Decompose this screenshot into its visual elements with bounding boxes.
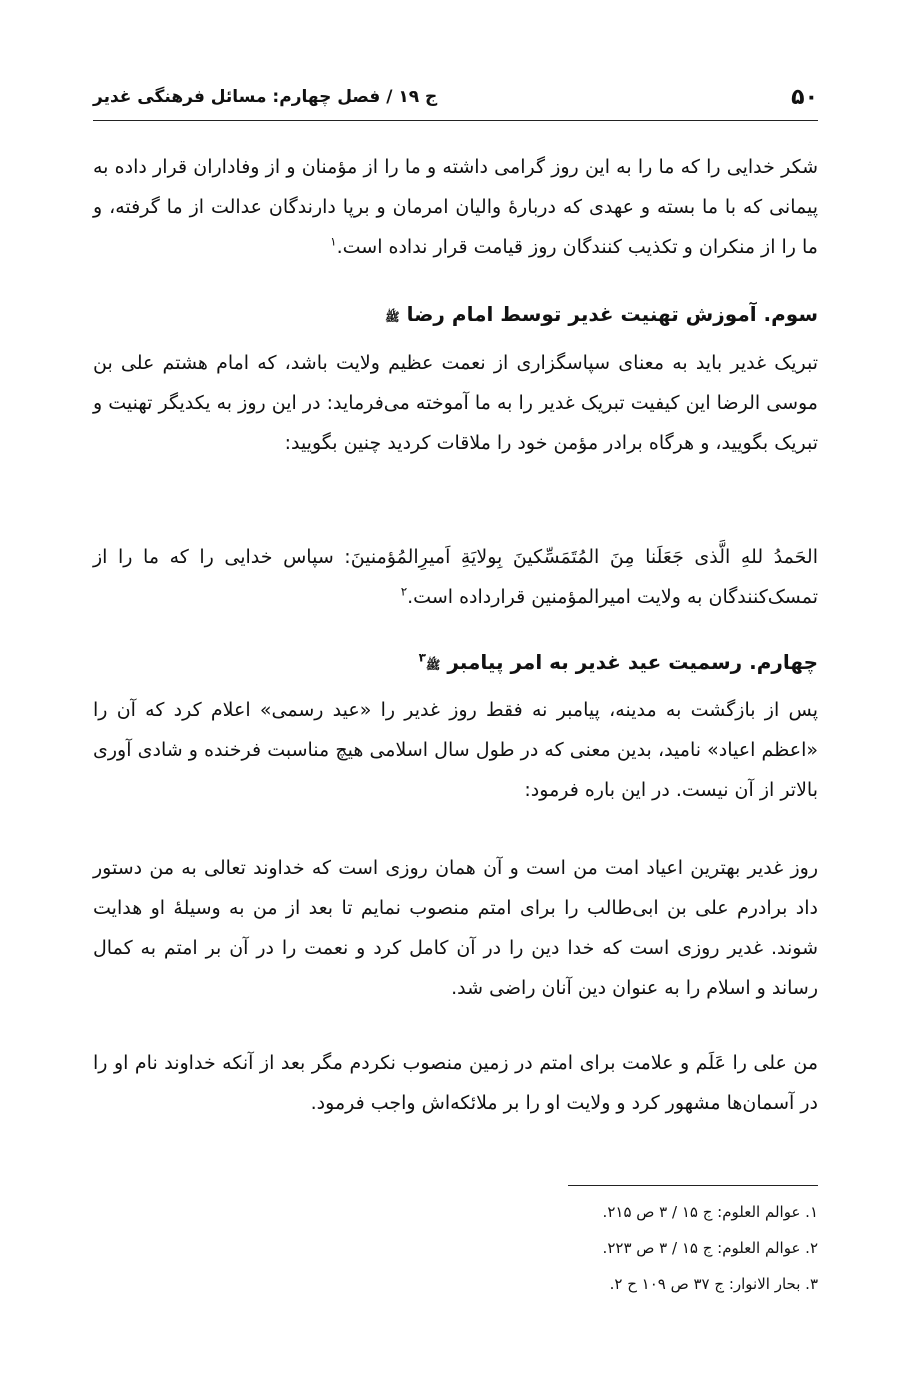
footnote-ref-3: ۳ [418,650,426,665]
paragraph-text: شکر خدایی را که ما را به این روز گرامی داشته و ما را از مؤمنان و از وفاداران قرار داده به پیمانی که با ما بسته و عهدی که دربارهٔ والیان امرمان و برپا دارندگان عدالت از ما گرفته، و ما را از منکران و تکذیب کنندگان روز قیامت قرار نداده است. [93,156,818,258]
heading-text: سوم. آموزش تهنیت غدیر توسط امام رضا [406,302,818,326]
paragraph-text: پس از بازگشت به مدینه، پیامبر نه فقط روز غدیر را «عید رسمی» اعلام کرد که آن را «اعظم اعیاد» نامید، بدین معنی که در طول سال اسلامی هیچ مناسبت فرخنده و شادی آوری بالاتر از آن نیست. در این باره فرمود: [93,699,818,801]
page-header [93,80,818,121]
honorific-symbol: ﷺ [425,658,441,672]
paragraph-thanks [93,147,818,267]
honorific-symbol: ﷺ [385,310,400,324]
paragraph-text: من علی را عَلَم و علامت برای امتم در زمین منصوب نکردم مگر بعد از آنکه خداوند نام او را در آسمان‌ها مشهور کرد و ولایت او را بر ملائکه‌اش واجب فرمود. [93,1052,818,1114]
page-number: ۵۰ [791,84,818,110]
paragraph-text: الحَمدُ للهِ الَّذی جَعَلَنا مِنَ المُتَمَسِّکینَ بِولایَةِ اَمیرِالمُؤمنینَ: سپاس خدایی را که ما را از تمسک‌کنندگان به ولایت امیرالمؤمنین قرارداده است. [93,546,818,608]
running-title: ج ۱۹ / فصل چهارم: مسائل فرهنگی غدیر [93,87,438,107]
footnote-2: ۲. عوالم العلوم: ج ۱۵ / ۳ ص ۲۲۳. [602,1239,818,1257]
footnote-divider [568,1185,818,1186]
section-heading-4 [93,650,818,675]
paragraph-text: روز غدیر بهترین اعیاد امت من است و آن همان روزی است که خداوند تعالی به من دستور داد برادرم علی بن ابی‌طالب را برای امتم منصوب نمایم تا بعد از من به وسیلهٔ او هدایت شوند. غدیر روزی است که خدا دین را در آن کامل کرد و نعمت را در آن بر امتم به کمال رساند و اسلام را به عنوان دین آنان راضی شد. [93,857,818,999]
paragraph-ghadir-greeting [93,343,818,463]
footnote-3: ۳. بحار الانوار: ج ۳۷ ص ۱۰۹ ح ۲. [609,1275,818,1293]
page [93,0,818,1390]
footnote-1: ۱. عوالم العلوم: ج ۱۵ / ۳ ص ۲۱۵. [602,1203,818,1221]
footnote-ref-2: ۲ [400,584,408,599]
section-heading-3 [93,302,818,327]
paragraph-hadith-2 [93,1043,818,1123]
paragraph-return-medina [93,690,818,810]
paragraph-text: تبریک غدیر باید به معنای سپاسگزاری از نعمت عظیم ولایت باشد، که امام هشتم علی بن موسی الرضا این کیفیت تبریک غدیر را به ما آموخته می‌فرماید: در این روز به یکدیگر تهنیت و تبریک بگویید، و هرگاه برادر مؤمن خود را ملاقات کردید چنین بگویید: [93,352,818,454]
heading-text: چهارم. رسمیت عید غدیر به امر پیامبر [447,650,818,674]
paragraph-prayer [93,537,818,617]
footnote-ref-1: ۱ [330,234,337,249]
paragraph-hadith-1 [93,848,818,1008]
